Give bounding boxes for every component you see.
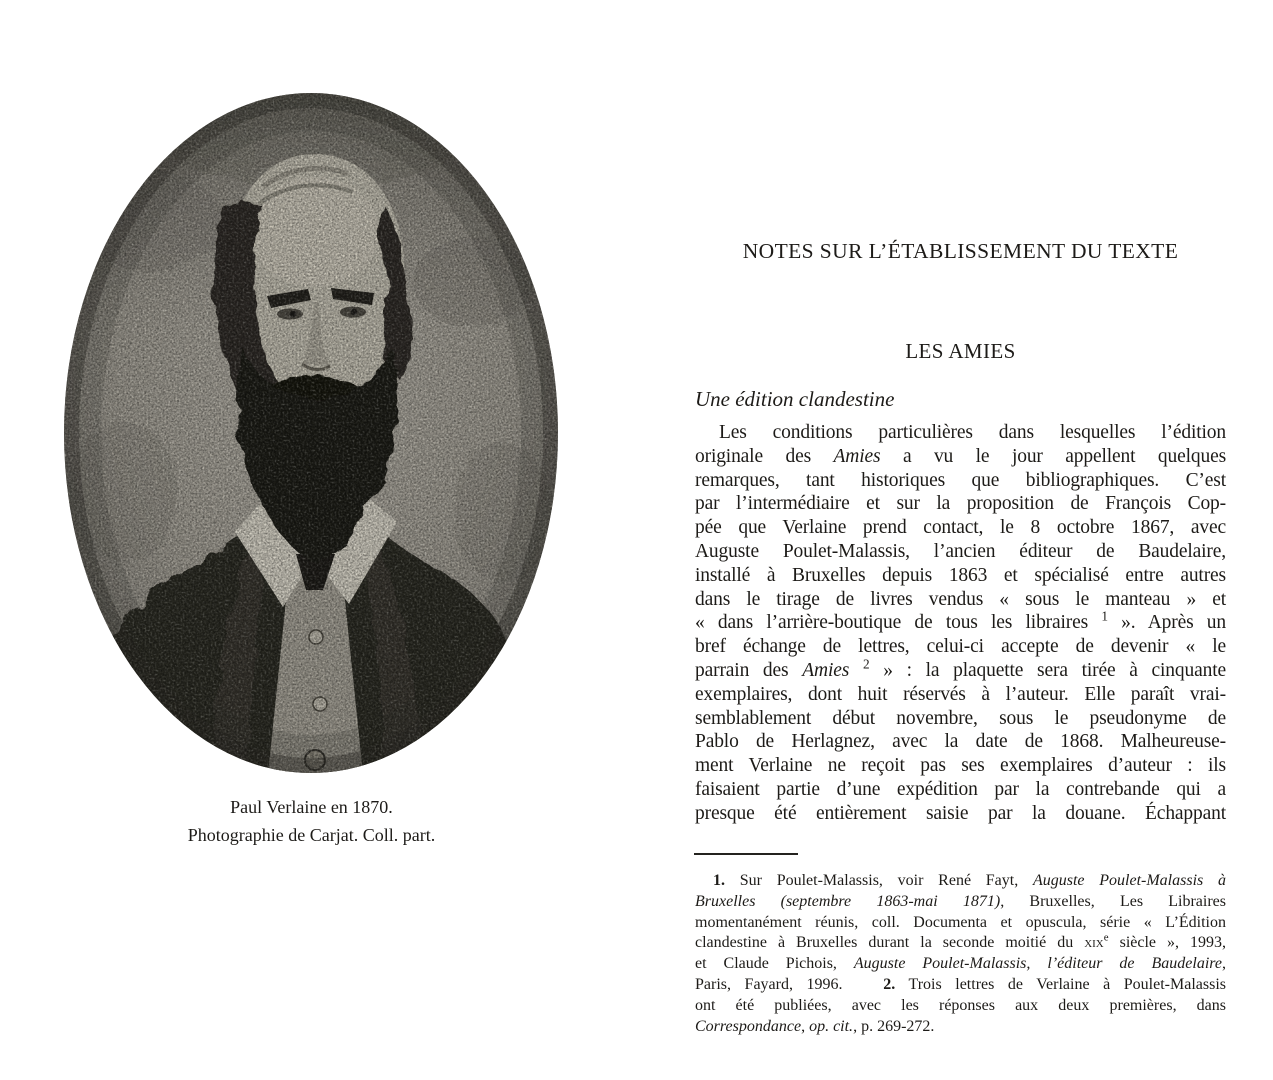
text-line: clandestine à Bruxelles durant la seconde moitié du xix$^e$ siècle », 1993, bbox=[695, 932, 1227, 952]
text-line: Bruxelles (septembre 1863-mai 1871), Bruxelles, Les Libraires bbox=[695, 892, 1227, 910]
text-line: remarques, tant historiques que bibliographiques. C’est bbox=[695, 469, 1226, 491]
caption-line-2: Photographie de Carjat. Coll. part. bbox=[187, 825, 436, 845]
text-line: 1. Sur Poulet-Malassis, voir René Fayt, Auguste Poulet-Malassis à bbox=[713, 872, 1226, 889]
footnotes bbox=[695, 871, 1226, 1037]
text-line: momentanément réunis, coll. Documenta et opuscula, série « L’Édition bbox=[695, 913, 1226, 931]
subsection-title: Une édition clandestine bbox=[695, 387, 895, 411]
page-title: NOTES SUR L’ÉTABLISSEMENT DU TEXTE bbox=[742, 239, 1179, 263]
text-line: Pablo de Herlagnez, avec la date de 1868. Malheureuse- bbox=[695, 731, 1226, 753]
section-title: LES AMIES bbox=[905, 339, 1016, 363]
text-line: et Claude Pichois, Auguste Poulet-Malassis, l’éditeur de Baudelaire, bbox=[695, 955, 1226, 973]
portrait-image bbox=[63, 92, 560, 774]
text-line: faisaient partie d’une expédition par la contrebande qui a bbox=[695, 778, 1226, 800]
text-line: parrain des Amies $^2$ » : la plaquette sera tirée à cinquante bbox=[695, 656, 1226, 681]
text-line: ont été publiées, avec les réponses aux deux premières, dans bbox=[695, 996, 1226, 1014]
photo-caption bbox=[43, 793, 580, 849]
text-line: presque été entièrement saisie par la douane. Échappant bbox=[695, 802, 1226, 824]
text-line: pée que Verlaine prend contact, le 8 octobre 1867, avec bbox=[695, 517, 1226, 539]
text-line: Correspondance, op. cit., p. 269-272. bbox=[695, 1017, 935, 1035]
text-line: semblablement début novembre, sous le pseudonyme de bbox=[695, 707, 1226, 729]
footnote-rule bbox=[694, 853, 798, 855]
text-line: Auguste Poulet-Malassis, l’ancien éditeur de Baudelaire, bbox=[695, 540, 1226, 562]
text-line: originale des Amies a vu le jour appellent quelques bbox=[695, 445, 1227, 467]
text-line: dans le tirage de livres vendus « sous le manteau » et bbox=[695, 588, 1226, 610]
caption-line-1: Paul Verlaine en 1870. bbox=[230, 797, 393, 817]
text-line: « dans l’arrière-boutique de tous les libraires $^1$ ». Après un bbox=[695, 608, 1227, 634]
text-line: Les conditions particulières dans lesquelles l’édition bbox=[719, 422, 1226, 443]
body-paragraph bbox=[695, 421, 1226, 826]
text-line: installé à Bruxelles depuis 1863 et spécialisé entre autres bbox=[695, 564, 1226, 586]
verlaine-portrait-photo bbox=[63, 92, 560, 774]
text-line: Paris, Fayard, 1996. 2. Trois lettres de Verlaine à Poulet-Malassis bbox=[695, 975, 1227, 993]
text-line: exemplaires, dont huit réservés à l’auteur. Elle paraît vrai- bbox=[695, 683, 1226, 705]
text-line: par l’intermédiaire et sur la proposition de François Cop- bbox=[695, 493, 1226, 515]
text-line: ment Verlaine ne reçoit pas ses exemplaires d’auteur : ils bbox=[695, 755, 1226, 777]
text-line: bref échange de lettres, celui-ci accepte de devenir « le bbox=[695, 636, 1226, 658]
